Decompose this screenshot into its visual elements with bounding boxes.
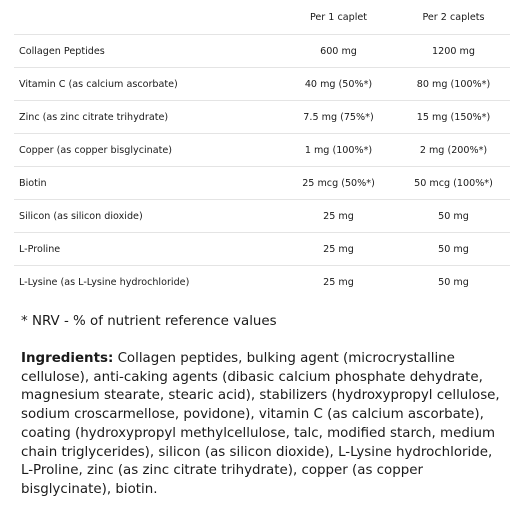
amount-per-2-caplets: 80 mg (100%*) bbox=[416, 78, 491, 90]
table-row bbox=[14, 266, 510, 299]
ingredient-name: Copper (as copper bisglycinate) bbox=[19, 144, 173, 156]
nutrition-table bbox=[14, 0, 510, 299]
ingredients-text: Collagen peptides, bulking agent (microcrystalline cellulose), anti-caking agents (dibasic calcium phosphate dehydrate, magnesium stearate, stearic acid), stabilizers (hydroxypropyl cellulose, sodium croscarmellose, povidone), vitamin C (as calcium ascorbate), coating (hydroxypropyl methylcellulose, talc, modified starch, medium chain triglycerides), silicon (as silicon dioxide), L-Lysine hydrochloride, L-Proline, zinc (as zinc citrate trihydrate), copper (as copper bisglycinate), biotin. bbox=[21, 351, 500, 497]
table-row bbox=[14, 68, 510, 101]
amount-per-2-caplets: 50 mg bbox=[438, 277, 469, 288]
ingredient-name: Vitamin C (as calcium ascorbate) bbox=[19, 78, 178, 90]
ingredient-name: L-Lysine (as L-Lysine hydrochloride) bbox=[19, 277, 190, 288]
table-row bbox=[14, 101, 510, 134]
amount-per-1-caplet: 25 mcg (50%*) bbox=[302, 177, 375, 189]
table-row bbox=[14, 35, 510, 68]
amount-per-2-caplets: 50 mcg (100%*) bbox=[414, 177, 493, 189]
amount-per-2-caplets: 50 mg bbox=[438, 243, 469, 255]
nrv-footnote: * NRV - % of nutrient reference values bbox=[21, 314, 277, 329]
table-row bbox=[14, 134, 510, 167]
header-per-1-caplet: Per 1 caplet bbox=[309, 11, 368, 23]
table-row bbox=[14, 167, 510, 200]
ingredient-name: Collagen Peptides bbox=[19, 45, 105, 57]
amount-per-1-caplet: 7.5 mg (75%*) bbox=[303, 111, 374, 123]
table-header-row bbox=[14, 0, 510, 35]
amount-per-1-caplet: 25 mg bbox=[323, 243, 354, 255]
ingredient-name: L-Proline bbox=[19, 243, 61, 255]
ingredients-paragraph bbox=[21, 350, 507, 500]
amount-per-1-caplet: 1 mg (100%*) bbox=[304, 144, 373, 156]
amount-per-2-caplets: 50 mg bbox=[438, 210, 469, 222]
amount-per-2-caplets: 2 mg (200%*) bbox=[419, 144, 488, 156]
table-row bbox=[14, 233, 510, 266]
ingredient-name: Silicon (as silicon dioxide) bbox=[19, 210, 143, 222]
header-per-2-caplets: Per 2 caplets bbox=[422, 11, 485, 23]
amount-per-1-caplet: 600 mg bbox=[320, 45, 357, 57]
ingredients-label: Ingredients: bbox=[21, 351, 114, 366]
ingredient-name: Zinc (as zinc citrate trihydrate) bbox=[19, 111, 169, 123]
amount-per-1-caplet: 40 mg (50%*) bbox=[304, 78, 373, 90]
amount-per-1-caplet: 25 mg bbox=[323, 210, 354, 222]
amount-per-2-caplets: 15 mg (150%*) bbox=[416, 111, 491, 123]
table-row bbox=[14, 200, 510, 233]
ingredient-name: Biotin bbox=[19, 177, 47, 189]
amount-per-2-caplets: 1200 mg bbox=[432, 45, 475, 57]
amount-per-1-caplet: 25 mg bbox=[323, 277, 354, 288]
